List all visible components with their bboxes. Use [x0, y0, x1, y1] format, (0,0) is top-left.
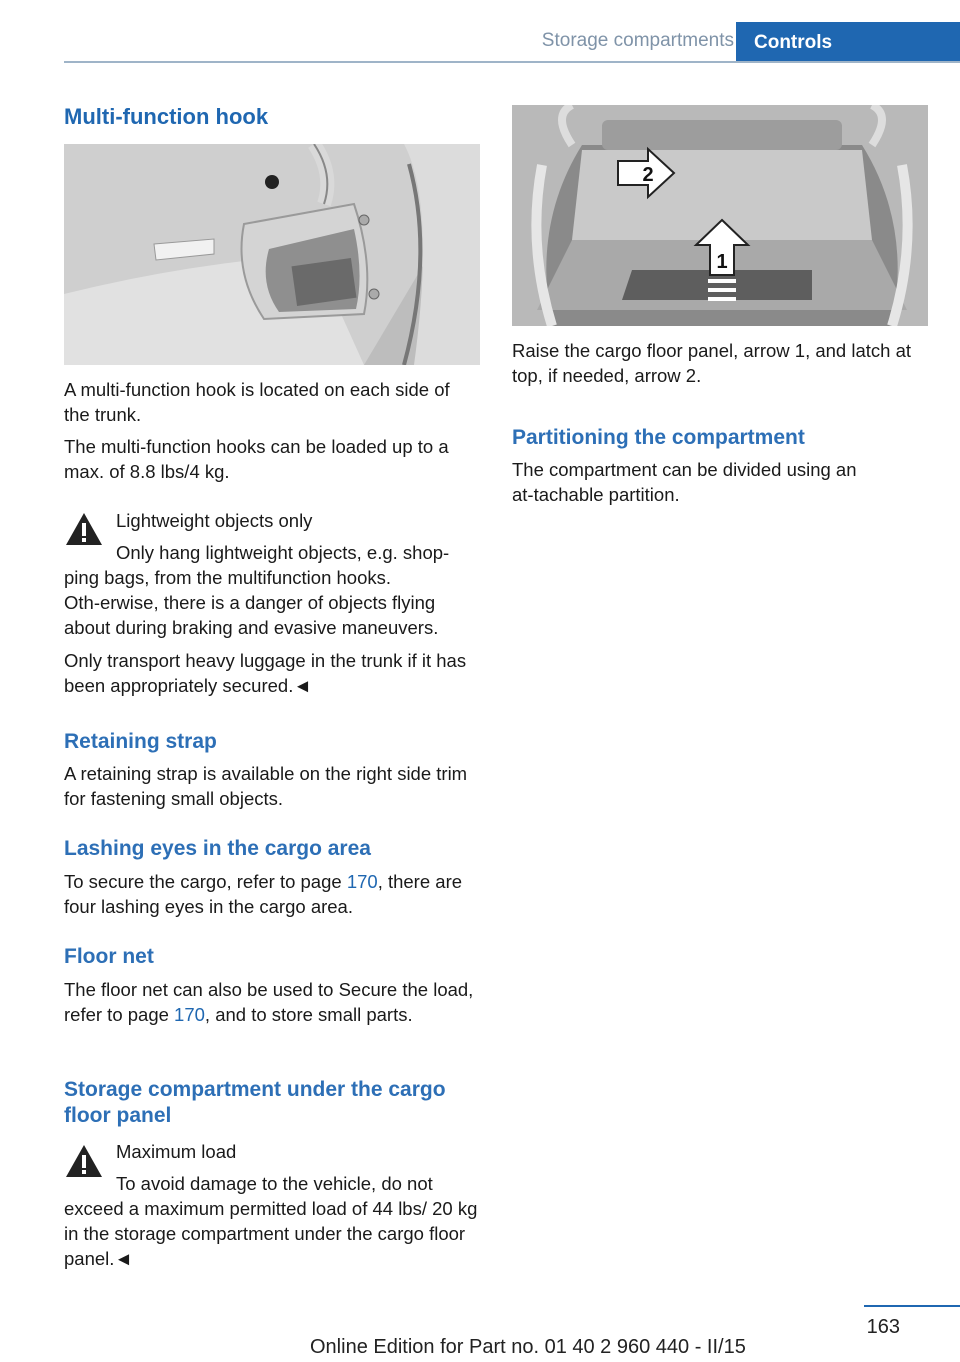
- paragraph-hook-location: A multi-function hook is located on each side of the trunk.: [64, 379, 450, 425]
- paragraph-retaining-strap: A retaining strap is available on the right side trim for fastening small objects.: [64, 763, 468, 809]
- page-number: 163: [866, 1316, 900, 1338]
- heading-multifunction-hook: Multi-function hook: [64, 104, 269, 129]
- warning-title-lightweight: Lightweight objects only: [116, 510, 313, 531]
- footer-edition: Online Edition for Part no. 01 40 2 960 440 - II/15: [310, 1336, 746, 1358]
- warning-maximum-load-line1: To avoid damage to the vehicle, do not: [116, 1173, 433, 1194]
- heading-floor-net: Floor net: [64, 945, 154, 968]
- trunk-hook-photo: [64, 144, 480, 365]
- paragraph-raise-floor: Raise the cargo floor panel, arrow 1, and latch at top, if needed, arrow 2.: [512, 340, 912, 386]
- arrow-1-label: 1: [716, 251, 728, 273]
- trunk-hook-illustration: [64, 144, 480, 365]
- paragraph-floor-net: The floor net can also be used to Secure the load, refer to page 170, and to store small parts.: [64, 979, 474, 1025]
- cargo-floor-illustration: [512, 105, 928, 326]
- heading-storage-under-floor: Storage compartment under the cargo floor panel: [64, 1078, 446, 1127]
- page-link-170-floor-net[interactable]: 170: [174, 1004, 205, 1025]
- heading-lashing-eyes: Lashing eyes in the cargo area: [64, 837, 371, 860]
- warning-lightweight-line1: Only hang lightweight objects, e.g. shop‑: [116, 542, 450, 563]
- warning-maximum-load-text: exceed a maximum permitted load of 44 lbs/ 20 kg in the storage compartment under the cargo floor panel.◄: [64, 1198, 478, 1269]
- warning-title-maximum-load: Maximum load: [116, 1141, 237, 1162]
- header-section-title: Storage compartments: [541, 30, 734, 51]
- paragraph-partitioning: The compartment can be divided using an at‑tachable partition.: [512, 459, 857, 505]
- header-chapter-tab: Controls: [736, 22, 960, 62]
- cargo-floor-photo: [512, 105, 928, 326]
- heading-partitioning: Partitioning the compartment: [512, 426, 805, 449]
- warning-triangle-icon: [64, 1143, 104, 1179]
- arrow-2-label: 2: [642, 164, 654, 186]
- footer-rule: [864, 1305, 960, 1307]
- warning-lightweight-text: ping bags, from the multifunction hooks. Oth‑erwise, there is a danger of objects flying about during braking and evasive maneuvers.: [64, 567, 439, 638]
- header-rule: [64, 61, 960, 63]
- paragraph-lashing-eyes: To secure the cargo, refer to page 170, there are four lashing eyes in the cargo area.: [64, 871, 463, 917]
- paragraph-hook-load: The multi-function hooks can be loaded up to a max. of 8.8 lbs/4 kg.: [64, 436, 449, 482]
- heading-retaining-strap: Retaining strap: [64, 730, 217, 753]
- warning-lightweight-secure: Only transport heavy luggage in the trunk if it has been appropriately secured.◄: [64, 650, 467, 696]
- warning-triangle-icon: [64, 511, 104, 547]
- page-link-170[interactable]: 170: [346, 871, 378, 892]
